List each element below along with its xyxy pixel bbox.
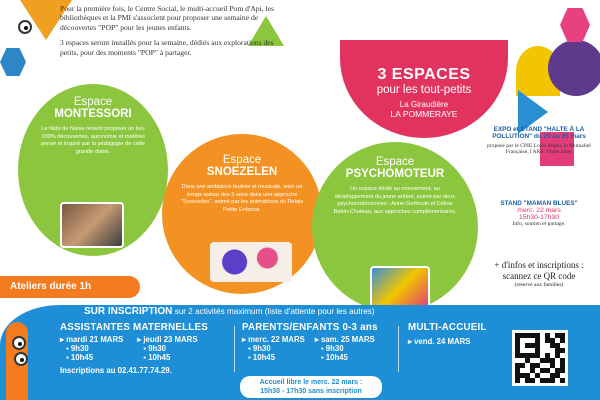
divider	[398, 326, 399, 372]
decorative-purple-circle	[548, 40, 600, 96]
time-slot: ▪ 9h30	[143, 344, 166, 353]
day-label: ▸ mardi 21 MARS	[60, 335, 124, 344]
time-slot: ▪ 10h45	[248, 353, 276, 362]
espace-name: PSYCHOMOTEUR	[345, 168, 445, 180]
column-title: PARENTS/ENFANTS 0-3 ans	[242, 322, 378, 333]
title-subtitle: pour les tout-petits	[376, 84, 472, 96]
decorative-hexagon	[0, 48, 26, 76]
montessori-photo	[60, 202, 124, 248]
espace-description: Un espace dédié au mouvement, au développement du jeune enfant, animé par deux psychomotriciennes : Anne-Gerbouin et Céline Babin-Choteau, aux approches complémentaires.	[333, 186, 457, 215]
monster-eye-icon	[12, 336, 26, 350]
title-main: 3 ESPACES	[377, 66, 471, 83]
day-label: ▸ jeudi 23 MARS	[137, 335, 198, 344]
time-slot: ▪ 10h45	[320, 353, 348, 362]
decorative-eye-icon	[18, 20, 32, 34]
title-banner	[340, 40, 508, 138]
decorative-pink-hexagon	[560, 8, 590, 42]
title-town: LA POMMERAYE	[390, 109, 458, 119]
stand-description: Info, soutien et partage.	[512, 221, 566, 227]
intro-paragraph: 3 espaces seront installés pour la semaine, dédiés aux explorations des petits, pour des moments "POP" à partager.	[60, 38, 274, 57]
qr-code-pattern	[515, 333, 565, 383]
espace-description: Le Nido de Nanie revient proposer un lieu 100% découvertes, autonomie et matériel pensé et inspiré par la pédagogie de cette grande dame.	[40, 126, 146, 155]
day-label: ▸ merc. 22 MARS	[242, 335, 305, 344]
accueil-line1: Accueil libre le merc. 22 mars :	[259, 379, 363, 386]
day-label: ▸ sam. 25 MARS	[314, 335, 375, 344]
stand-hours: 15h30-17h30	[518, 214, 560, 221]
espace-label: Espace	[375, 156, 415, 168]
psychomoteur-photo	[370, 266, 430, 310]
qr-code[interactable]	[512, 330, 568, 386]
inscription-heading	[84, 306, 375, 317]
expo-description: proposé par le CPIE Loire Anjou, la Mutualité Française, l'ARS. Visite libre.	[487, 143, 591, 155]
accueil-line2: 15h30 - 17h30 sans inscription	[260, 388, 362, 396]
time-slot: ▪ 9h30	[66, 344, 89, 353]
inscription-bold: SUR INSCRIPTION	[84, 306, 173, 317]
ateliers-badge: Ateliers durée 1h	[0, 276, 140, 298]
expo-title: EXPO et STAND "HALTE À LA POLLUTION" du 20 au 25 mars	[492, 126, 586, 140]
assistantes-column	[60, 322, 240, 375]
snoezelen-photo	[210, 242, 292, 282]
multi-accueil-column	[408, 322, 504, 346]
intro-paragraph: Pour la première fois, le Centre Social, le multi-accueil Pom d'Api, les bibliothèques et la PMI s'associent pour proposer une semaine de découvertes "POP" pour les jeunes enfants.	[60, 4, 274, 32]
time-slot: ▪ 10h45	[66, 353, 94, 362]
maman-blues-stand	[480, 200, 598, 227]
espace-name: MONTESSORI	[54, 108, 132, 120]
monster-eye-icon	[14, 352, 28, 366]
espace-label: Espace	[73, 96, 113, 108]
stand-title: STAND "MAMAN BLUES"	[500, 200, 578, 207]
time-slot: ▪ 9h30	[248, 344, 271, 353]
phone-inscription: Inscriptions au 02.41.77.74.29.	[60, 366, 172, 375]
qr-note: (réservé aux familles)	[514, 281, 564, 288]
qr-line1: + d'infos et inscriptions :	[494, 260, 584, 270]
espace-label: Espace	[222, 154, 262, 166]
time-slot: ▪ 9h30	[320, 344, 344, 353]
qr-instructions	[484, 260, 594, 288]
espace-description: Dans une ambiance feutrée et musicale, voici un temps autour des 5 sens dans une approche "Snoezelen", animé par les animatrices du Relais Petite Enfance.	[180, 184, 304, 213]
accueil-libre-note	[240, 376, 382, 398]
parents-column	[242, 322, 392, 362]
expo-stand	[480, 126, 598, 155]
inscription-rest: sur 2 activités maximum (liste d'attente pour les autres)	[172, 307, 375, 316]
espace-name: SNOEZELEN	[206, 166, 278, 178]
day-label: ▸ vend. 24 MARS	[408, 337, 471, 346]
column-title: ASSISTANTES MATERNELLES	[60, 322, 208, 333]
intro-text	[60, 4, 292, 63]
title-place: La Giraudière	[399, 100, 449, 109]
qr-line2: scannez ce QR code	[502, 270, 576, 281]
time-slot: ▪ 10h45	[143, 353, 171, 362]
stand-date: merc. 22 mars	[517, 207, 561, 214]
divider	[234, 326, 235, 372]
column-title: MULTI-ACCUEIL	[408, 322, 487, 333]
